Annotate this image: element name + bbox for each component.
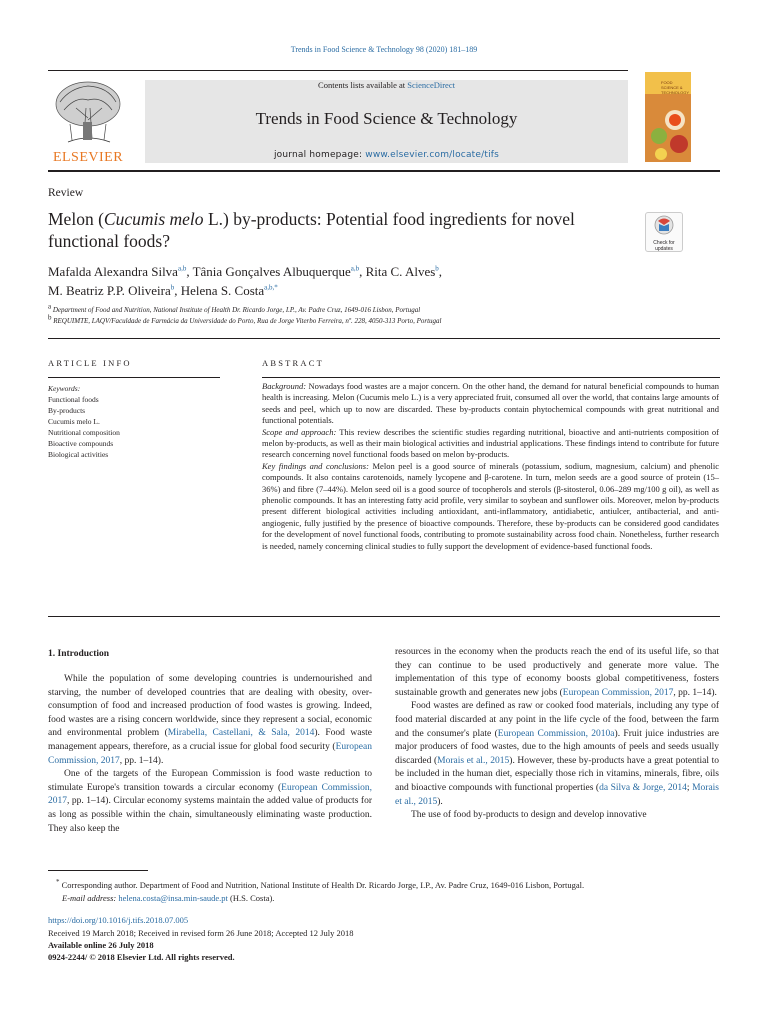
masthead-rule [48, 170, 720, 172]
homepage-link[interactable]: www.elsevier.com/locate/tifs [365, 150, 500, 160]
body-paragraph [395, 646, 719, 700]
abstract-heading: ABSTRACT [262, 358, 324, 368]
article-info-heading: ARTICLE INFO [48, 358, 132, 368]
journal-citation[interactable]: Trends in Food Science & Technology 98 (2020) 181–189 [290, 45, 478, 54]
author[interactable]: Mafalda Alexandra Silva$^{a,b}$ [48, 264, 187, 279]
affiliation: $^b$ REQUIMTE, LAQV/Faculdade de Farmácia da Universidade do Porto, Rua de Jorge Viterbo Ferreira, nº. 228, 4050-313 Porto, Portugal [48, 313, 442, 325]
citation-link[interactable]: European Commission, 2017 [48, 782, 372, 807]
author[interactable]: M. Beatriz P.P. Oliveira$^b$ [48, 283, 175, 298]
paragraph-text: ). [437, 796, 443, 807]
article-title [48, 208, 628, 252]
citation-link[interactable]: Morais et al., 2015 [395, 782, 719, 807]
keyword: Nutritional composition [48, 428, 120, 437]
article-info-rule [48, 377, 220, 378]
sciencedirect-link[interactable]: ScienceDirect [407, 80, 455, 90]
cover-title: FOOD SCIENCE & TECHNOLOGY [661, 80, 690, 95]
body-paragraph [395, 809, 719, 823]
journal-cover [645, 72, 691, 162]
paragraph-text: One of the targets of the European Commission is food waste reduction to stimulate Europe's transition towards a circular economy ( [48, 769, 372, 793]
corresponding-author-note: * Corresponding author. Department of Food and Nutrition, National Institute of Health Dr. Ricardo Jorge, I.P., Av. Padre Cruz, 1649-016 Lisbon, Portugal. [56, 878, 585, 890]
body-column-left [48, 673, 372, 836]
check-for-updates-button[interactable] [645, 212, 683, 252]
citation-link[interactable]: Morais et al., 2015 [437, 755, 510, 766]
author[interactable]: Tânia Gonçalves Albuquerque$^{a,b}$ [192, 264, 360, 279]
footnote-rule [48, 870, 148, 871]
copyright-line: 0924-2244/ © 2018 Elsevier Ltd. All rights reserved. [48, 952, 235, 962]
paragraph-text: The use of food by-products to design and develop innovative [411, 810, 647, 821]
citation-link[interactable]: European Commission, 2017 [48, 741, 372, 766]
body-paragraph [48, 673, 372, 768]
paragraph-text: , pp. 1–14). Circular economy systems maintain the added value of products for as long as possible within the chain, simultaneously eliminating waste production. They also keep the [48, 796, 372, 834]
check-for-updates-label: Check for updates [653, 240, 675, 252]
contents-line [145, 80, 628, 90]
abstract-bottom-rule [48, 616, 720, 617]
keywords-label: Keywords: [48, 384, 81, 393]
paragraph-text: resources in the economy when the products reach the end of its useful life, so that they can continue to be used productively and generate more value. The implementation of this type of economy boosts global competitiveness, fosters sustainable growth and generates new jobs ( [395, 647, 719, 698]
email-link[interactable]: helena.costa@insa.min-saude.pt [118, 893, 228, 903]
keyword: Functional foods [48, 395, 99, 404]
journal-title: Trends in Food Science & Technology [255, 109, 518, 128]
author[interactable]: Helena S. Costa$^{a,b,*}$ [180, 283, 278, 298]
article-type: Review [48, 187, 84, 199]
body-column-right [395, 646, 719, 823]
author[interactable]: Rita C. Alves$^b$ [365, 264, 439, 279]
abstract-body [262, 381, 719, 552]
abstract-section: Scope and approach: This review describes the scientific studies regarding nutritional, bioactive and anti-nutrients composition of melon by-products, as well as their main biological activities and industrial applications. These findings intend to contribute for future research concerning novel functional foods based on melon by-products. [262, 426, 719, 460]
citation-link[interactable]: European Commission, 2017 [562, 687, 674, 698]
abstract-section: Background: Nowadays food wastes are a major concern. On the other hand, the demand for natural beneficial compounds to human health is increasing. Melon (Cucumis melo L.) is a very appreciated fruit, consumed all over the world, that contains large amounts of seeds and peel, which up to now are discarded. These by-products contain phytochemical compounds with great nutritional and functional potentials. [262, 381, 719, 426]
title-pre: Melon ( [48, 209, 104, 229]
keyword: By-products [48, 406, 86, 415]
author-list: Mafalda Alexandra Silva$^{a,b}$, Tânia Gonçalves Albuquerque$^{a,b}$, Rita C. Alves$^b$, M. Beatriz P.P. Oliveira$^b$, Helena S. Costa$^{a,b,*}$ [48, 264, 443, 298]
paragraph-text: While the population of some developing countries is undernourished and starving, the number of developed countries that are dealing with obesity, over-consumption of food and increased production of food wastes is growing. Indeed, food wastes are a rising concern worldwide, since they represent a social, economic and environmental problem ( [48, 674, 372, 739]
email-line: E-mail address: helena.costa@insa.min-saude.pt (H.S. Costa). [62, 893, 275, 903]
affiliation: $^a$ Department of Food and Nutrition, National Institute of Health Dr. Ricardo Jorge, I.P., Av. Padre Cruz, 1649-016 Lisbon, Portugal [48, 302, 421, 314]
section-rule [48, 338, 720, 339]
citation-link[interactable]: da Silva & Jorge, 2014 [599, 782, 687, 793]
citation-link[interactable]: Mirabella, Castellani, & Sala, 2014 [167, 728, 315, 739]
keyword: Cucumis melo L. [48, 417, 100, 426]
crossmark-icon [646, 213, 682, 237]
keyword: Bioactive compounds [48, 439, 114, 448]
paragraph-text: Food wastes are defined as raw or cooked food materials, including any type of food material discarded at any point in the life cycle of the food, between the farm and the consumer's plate ( [395, 701, 719, 739]
keywords-block [48, 383, 223, 460]
paragraph-text: , pp. 1–14). [673, 687, 717, 698]
paragraph-text: ; [686, 782, 693, 793]
paragraph-text: ). Fruit juice industries are major producers of food wastes, due to the high amounts of peels and seeds usually discarded ( [395, 728, 720, 766]
paragraph-text: ). Food waste management appears, therefore, as a crucial issue for global food security ( [48, 728, 372, 752]
doi-link[interactable]: https://doi.org/10.1016/j.tifs.2018.07.005 [48, 915, 189, 925]
title-italic: Cucumis melo [103, 209, 204, 229]
available-online: Available online 26 July 2018 [48, 940, 154, 950]
abstract-section: Key findings and conclusions: Melon peel is a good source of minerals (potassium, sodium, magnesium, calcium) and phenolic compounds. It also contains carotenoids, namely lycopene and β-carotene. In turn, melon seeds are a good source of protein (15–36%) and fibre (7–44%). Melon seed oil is a good source of tocopherols and sterols (β-sitosterol, 0.06–289 mg/100 g oil), as well as phenolic compounds. It has an interesting fatty acid profile, very similar to soybean and sunflower oils. Moreover, melon by-products present different biological activities including antioxidant, anti-inflammatory, antidiabetic, antiulcer, antibacterial, and anti-angiogenic, fully justified by the presence of bioactive compounds. Therefore, these by-products can be considered good candidates for the development of novel functional foods, contributing to promote sustainability across food chain. Nonetheless, further research is needed, namely concerning clinical studies to fully support the development of evidence-based functional foods. [262, 460, 720, 551]
homepage-line [145, 150, 628, 160]
elsevier-tree-logo [50, 78, 126, 150]
body-paragraph [48, 768, 372, 836]
abstract-rule [262, 377, 720, 378]
publisher-name: ELSEVIER [52, 150, 124, 165]
contents-prefix: Contents lists available at [318, 80, 408, 90]
body-paragraph [395, 700, 719, 809]
paragraph-text: ). However, these by-products have a great potential to be included in the human diet, especially those rich in vitamins, minerals, fibre, oils and bioactive compounds with functional properties ( [395, 755, 719, 793]
citation-link[interactable]: European Commission, 2010a [497, 728, 615, 739]
title-post: L.) by-products: Potential food ingredients for novel functional foods? [48, 209, 575, 251]
homepage-prefix: journal homepage: [273, 150, 366, 160]
received-dates: Received 19 March 2018; Received in revised form 26 June 2018; Accepted 12 July 2018 [48, 928, 354, 938]
keyword: Biological activities [48, 450, 109, 459]
paragraph-text: , pp. 1–14). [119, 755, 164, 766]
top-rule [48, 70, 628, 71]
introduction-heading: 1. Introduction [48, 649, 110, 659]
